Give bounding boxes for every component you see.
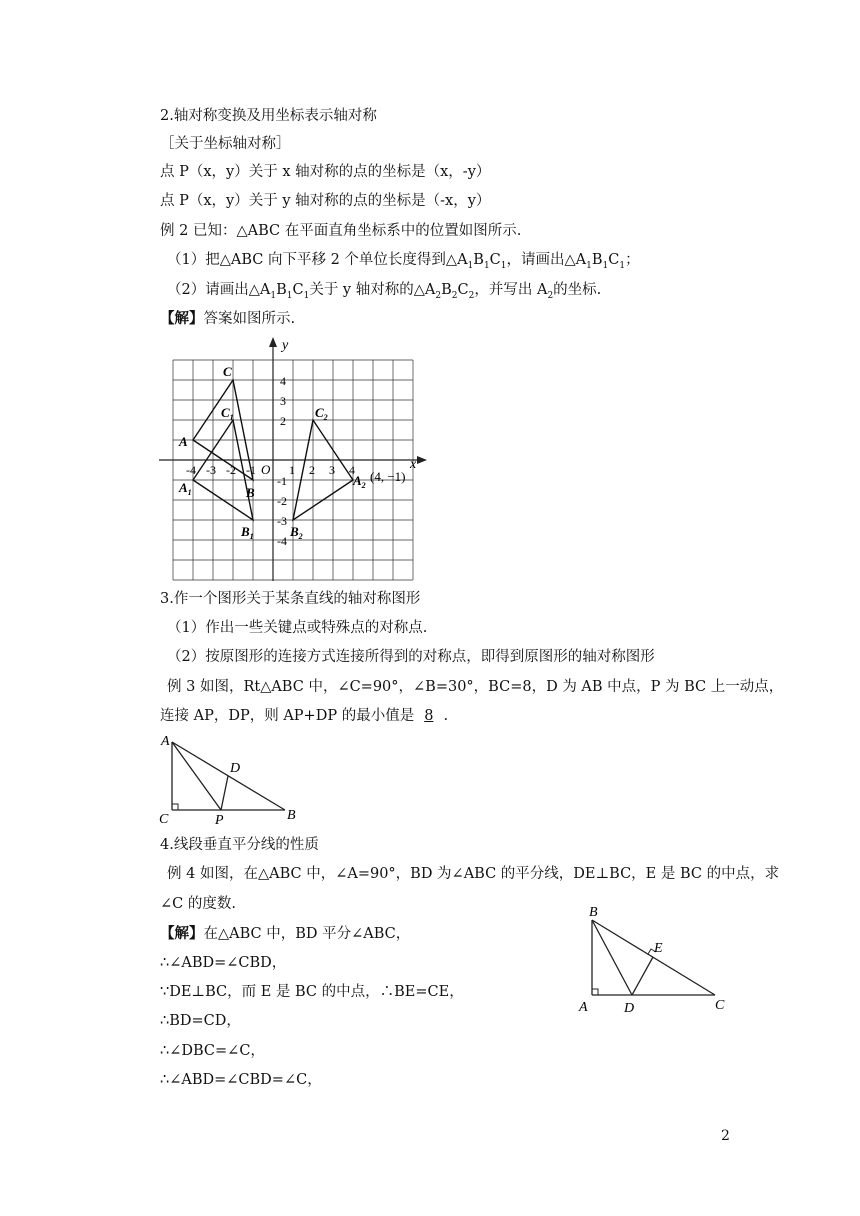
y-tick-label: -1 — [277, 474, 287, 488]
rule-x-axis: 点 P（x，y）关于 x 轴对称的点的坐标是（x，-y） — [160, 164, 491, 180]
point-label-a1: $A_1$ — [179, 480, 192, 497]
a2-coordinate-label: (4, −1) — [370, 469, 406, 484]
section-3-p1: （1）作出一些关键点或特殊点的对称点. — [167, 620, 428, 636]
x-axis-label: x — [410, 457, 417, 472]
section-2-heading: 2.轴对称变换及用坐标表示轴对称 — [160, 108, 377, 124]
triangle-a2b2c2 — [293, 420, 353, 520]
x-tick-label: 1 — [289, 463, 295, 477]
label-a: A — [161, 734, 170, 749]
example-4-solution-1: 【解】在△ABC 中，BD 平分∠ABC， — [160, 925, 411, 942]
point-label-b2: $B_2$ — [290, 524, 303, 541]
point-label-c2: $C_2$ — [315, 405, 328, 422]
example-2-q2: （2）请画出$\triangle A_1B_1C_1$关于 y 轴对称的$\triangle A_2B_2C_2$，并写出 $A_2$的坐标. — [167, 282, 602, 301]
y-tick-label: 4 — [280, 374, 286, 388]
example-4-figure — [575, 900, 735, 1015]
segment-bd — [592, 920, 632, 995]
label-a: A — [579, 1000, 588, 1015]
x-tick-label: -4 — [186, 463, 196, 477]
point-labels — [178, 364, 366, 541]
y-tick-label: -4 — [277, 534, 287, 548]
x-tick-label: -1 — [246, 463, 256, 477]
coordinate-grid-figure — [155, 333, 435, 583]
label-p: P — [215, 813, 224, 825]
section-4-heading: 4.线段垂直平分线的性质 — [160, 837, 319, 853]
point-label-b1: $B_1$ — [241, 524, 254, 541]
y-tick-label: 3 — [280, 394, 286, 408]
example-2-solution: 【解】答案如图所示. — [160, 310, 296, 327]
answer-blank: 8 — [424, 708, 434, 724]
example-2: 例 2 已知：△ABC 在平面直角坐标系中的位置如图所示. — [160, 223, 522, 239]
example-3-line2: 连接 AP，DP，则 AP+DP 的最小值是 8 . — [160, 708, 449, 724]
segment-dp — [221, 776, 228, 810]
x-tick-label: 2 — [309, 463, 315, 477]
label-c: C — [159, 812, 169, 825]
example-4-solution-5: ∴∠DBC=∠C， — [160, 1043, 265, 1059]
example-4-line1: 例 4 如图，在△ABC 中，∠A=90°，BD 为∠ABC 的平分线，DE⊥BC，E 是 BC 的中点，求 — [167, 866, 780, 882]
bracket-title: ［关于坐标轴对称］ — [160, 136, 291, 152]
y-tick-label: -2 — [277, 494, 287, 508]
label-e: E — [654, 941, 663, 956]
example-2-q1: （1）把△ABC 向下平移 2 个单位长度得到$\triangle A_1B_1C_1$，请画出$\triangle A_1B_1C_1$； — [167, 252, 640, 271]
label-d: D — [624, 1001, 635, 1015]
example-4-solution-4: ∴BD=CD， — [160, 1013, 241, 1029]
example-4-solution-3: ∵DE⊥BC，而 E 是 BC 的中点，∴BE=CE， — [160, 984, 464, 1000]
triangle-abc — [193, 380, 253, 480]
y-axis-label: y — [282, 338, 289, 353]
section-3-p2: （2）按原图形的连接方式连接所得到的对称点，即得到原图形的轴对称图形 — [167, 649, 655, 665]
example-4-line2: ∠C 的度数. — [160, 896, 236, 912]
label-b: B — [287, 808, 296, 823]
segment-ap — [172, 742, 221, 810]
y-tick-label: 2 — [280, 414, 286, 428]
x-tick-label: -2 — [226, 463, 236, 477]
point-label-c: C — [223, 364, 232, 379]
page-number: 2 — [721, 1128, 730, 1144]
example-4-solution-6: ∴∠ABD=∠CBD=∠C， — [160, 1072, 322, 1088]
point-label-c1: $C_1$ — [221, 405, 234, 422]
section-3-heading: 3.作一个图形关于某条直线的轴对称图形 — [160, 591, 421, 607]
side-bc — [592, 920, 715, 995]
point-label-a: A — [179, 434, 188, 449]
label-c: C — [715, 998, 725, 1013]
segment-de — [632, 957, 653, 995]
rule-y-axis: 点 P（x，y）关于 y 轴对称的点的坐标是（-x，y） — [160, 193, 491, 209]
example-3-line1: 例 3 如图，Rt△ABC 中，∠C=90°，∠B=30°，BC=8，D 为 AB 中点，P 为 BC 上一动点， — [167, 679, 784, 695]
x-tick-label: 3 — [329, 463, 335, 477]
x-tick-label: 4 — [349, 463, 355, 477]
right-angle-mark-a — [592, 989, 598, 995]
point-label-a2: $A_2$ — [353, 473, 366, 490]
example-4-solution-2: ∴∠ABD=∠CBD， — [160, 955, 287, 971]
x-tick-label: -3 — [206, 463, 216, 477]
right-angle-mark — [172, 804, 178, 810]
label-d: D — [230, 761, 241, 776]
point-label-b: B — [246, 485, 255, 500]
origin-label: O — [261, 462, 271, 477]
example-3-figure — [155, 730, 305, 825]
side-ab — [172, 742, 285, 810]
label-b: B — [589, 905, 598, 920]
y-tick-label: -3 — [277, 514, 287, 528]
